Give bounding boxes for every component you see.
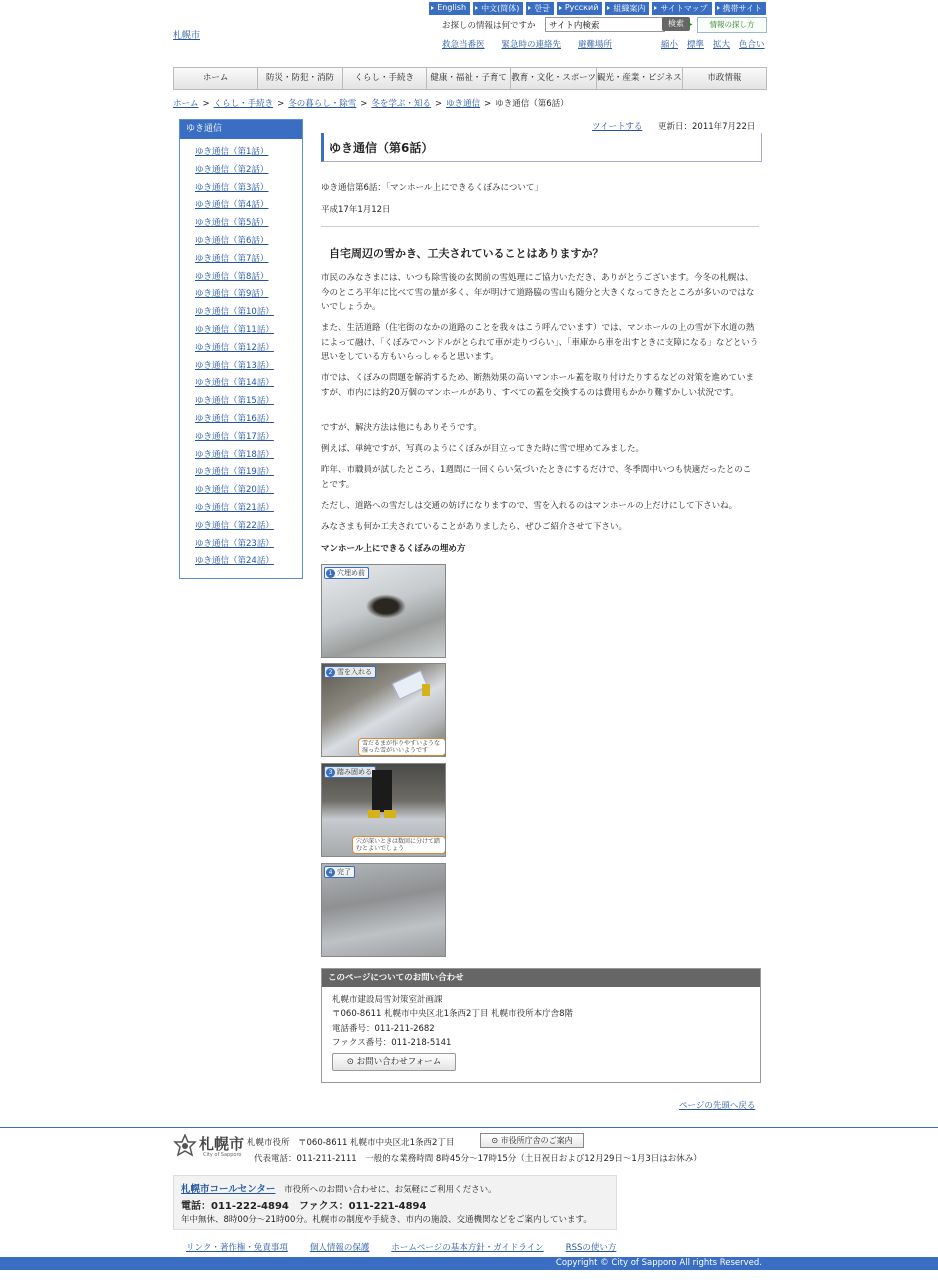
sidebar-item — [195, 554, 302, 572]
sidebar-item-link[interactable]: ゆき通信（第4話） — [195, 200, 269, 211]
sidebar-item-link[interactable]: ゆき通信（第12話） — [195, 342, 274, 353]
sidebar-item-link[interactable]: ゆき通信（第3話） — [195, 182, 269, 193]
contact-fax: ファクス番号：011-218-5141 — [332, 1038, 452, 1048]
boot-icon — [368, 810, 380, 818]
sidebar-item — [195, 216, 302, 234]
photo-step-tag: 3 踏み固める — [324, 766, 376, 778]
sitemap-link[interactable]: サイトマップ — [652, 2, 711, 15]
sidebar-item — [195, 501, 302, 519]
sidebar-item-link[interactable]: ゆき通信（第18話） — [195, 449, 274, 460]
sidebar-item — [195, 252, 302, 270]
city-hall-address: 札幌市役所 〒060-8611 札幌市中央区北1条西2丁目 — [247, 1138, 455, 1148]
evacuation-sites-link[interactable]: 避難場所 — [578, 40, 613, 50]
sidebar-item — [195, 270, 302, 288]
sidebar-item — [195, 483, 302, 501]
search-button[interactable]: 検索 — [662, 17, 690, 31]
sidebar-item-link[interactable]: ゆき通信（第13話） — [195, 360, 274, 371]
breadcrumb-winter[interactable]: 冬の暮らし・除雪 — [288, 99, 357, 109]
contact-dept: 札幌市建設局雪対策室計画課 — [332, 995, 443, 1005]
sidebar-item-link[interactable]: ゆき通信（第7話） — [195, 253, 269, 264]
publish-date: 平成17年1月12日 — [321, 205, 391, 215]
nav-government[interactable]: 市政情報 — [707, 73, 742, 83]
contact-form-button[interactable]: ⊙ お問い合わせフォーム — [332, 1053, 456, 1071]
sidebar-item — [195, 163, 302, 181]
nav-health[interactable]: 健康・福祉・子育て — [427, 68, 511, 89]
photo-completed — [321, 863, 446, 957]
sidebar-item — [195, 341, 302, 359]
photo-stomp — [321, 763, 446, 857]
nav-home[interactable]: ホーム — [174, 68, 258, 89]
lang-korean-link[interactable]: 한글 — [526, 2, 553, 15]
nav-disaster[interactable]: 防災・防犯・消防 — [258, 68, 342, 89]
lang-english-link[interactable]: English — [429, 2, 470, 15]
sidebar-item — [195, 394, 302, 412]
paragraph: また、生活道路（住宅街のなかの道路のことを我々はこう呼んでいます）では、マンホールの上の雪が下水道の熱によって融け、「くぼみでハンドルがとられて車が走りづらい」、「車庫から車を出すときに支障になる」などという思いをしている方もいらっしゃると思います。 — [321, 323, 759, 362]
sidebar-heading[interactable]: ゆき通信 — [180, 120, 302, 139]
sidebar-item — [195, 323, 302, 341]
font-standard-link[interactable]: 標準 — [687, 40, 705, 50]
tweet-link[interactable]: ツイートする — [592, 122, 643, 132]
search-guide-button[interactable]: ▶ 情報の探し方 — [697, 17, 767, 33]
sidebar-item — [195, 234, 302, 252]
sidebar-item — [195, 305, 302, 323]
language-bar — [437, 2, 766, 15]
lang-russian-link[interactable]: Русский — [557, 2, 603, 15]
footer-link-copyright[interactable]: リンク・著作権・免責事項 — [186, 1243, 288, 1253]
sidebar-item — [195, 287, 302, 305]
sidebar-item-link[interactable]: ゆき通信（第17話） — [195, 431, 274, 442]
photo-add-snow — [321, 663, 446, 757]
sidebar-item-link[interactable]: ゆき通信（第20話） — [195, 485, 274, 496]
sidebar-item — [195, 537, 302, 555]
breadcrumb-current: ゆき通信（第6話） — [495, 99, 569, 109]
call-center-link[interactable]: 札幌市コールセンター — [181, 1184, 276, 1195]
color-scheme-link[interactable]: 色合い — [739, 40, 765, 50]
mobile-site-link[interactable]: 携帯サイト — [715, 2, 766, 15]
font-enlarge-link[interactable]: 拡大 — [713, 40, 731, 50]
sidebar-item — [195, 376, 302, 394]
nav-tourism[interactable]: 観光・産業・ビジネス — [597, 68, 683, 89]
sidebar-item-link[interactable]: ゆき通信（第5話） — [195, 218, 269, 229]
sidebar — [179, 119, 303, 579]
sidebar-list — [180, 139, 302, 572]
footer-divider — [0, 1127, 938, 1128]
call-center-phone: 電話：011-222-4894 ファクス：011-221-4894 — [181, 1201, 427, 1212]
boot-icon — [384, 810, 396, 818]
sidebar-item-link[interactable]: ゆき通信（第15話） — [195, 396, 274, 407]
organization-link[interactable]: 組織案内 — [605, 2, 649, 15]
section-heading: 自宅周辺の雪かき、工夫されていることはありますか？ — [329, 247, 604, 260]
boot-icon — [422, 684, 430, 696]
photo-step-tag: 2 雪を入れる — [324, 666, 376, 678]
contact-box — [321, 968, 761, 1083]
photo-step-tag: 1 穴埋め前 — [324, 567, 369, 579]
contact-address: 〒060-8611 札幌市中央区北1条西2丁目 札幌市役所本庁舎8階 — [332, 1009, 574, 1019]
circle-arrow-icon: ⊙ — [491, 1136, 501, 1145]
sidebar-item — [195, 145, 302, 163]
sidebar-item-link[interactable]: ゆき通信（第16話） — [195, 413, 274, 424]
call-center-intro: 札幌市コールセンター 市役所へのお問い合わせに、お気軽にご利用ください。 — [181, 1184, 497, 1195]
footer-logo: 札幌市 City of Sapporo — [173, 1133, 249, 1161]
utility-links — [442, 38, 612, 50]
sidebar-item — [195, 448, 302, 466]
breadcrumb-living[interactable]: くらし・手続き — [213, 99, 274, 109]
sidebar-item-link[interactable]: ゆき通信（第14話） — [195, 378, 274, 389]
sidebar-item — [195, 430, 302, 448]
sidebar-item — [195, 519, 302, 537]
legs — [372, 770, 392, 812]
photo-note: 雪だるまが作りやすいような湿った雪がいいようです — [358, 738, 446, 756]
photo-note: 穴が深いときは数回に分けて踏むとよいでしょう — [352, 836, 446, 854]
footer-link-guidelines[interactable]: ホームページの基本方針・ガイドライン — [391, 1243, 544, 1253]
contact-phone: 電話番号：011-211-2682 — [332, 1024, 435, 1034]
nav-living[interactable]: くらし・手続き — [343, 68, 427, 89]
sidebar-item-link[interactable]: ゆき通信（第22話） — [195, 520, 274, 531]
paragraph: 市民のみなさまには、いつも除雪後の玄関前の雪処理にご協力いただき、ありがとうございます。今冬の札幌は、今のところ平年に比べて雪の量が多く、年が明けて道路脇の雪山も随分と大きくなってきたところが多いのではないでしょうか。 — [321, 273, 755, 312]
sidebar-item-link[interactable]: ゆき通信（第1話） — [195, 147, 269, 157]
sidebar-item-link[interactable]: ゆき通信（第10話） — [195, 307, 274, 318]
intro-text: ゆき通信第6話：「マンホール上にできるくぼみについて」 — [321, 183, 543, 193]
photos-heading: マンホール上にできるくぼみの埋め方 — [321, 544, 466, 554]
search-label: お探しの情報は何ですか — [442, 21, 536, 31]
main-phone-hours: 代表電話：011-211-2111 一般的な業務時間 8時45分～17時15分（土日祝日および12月29日～1月3日はお休み） — [254, 1154, 702, 1164]
photo-step-tag: 4 完了 — [324, 866, 355, 878]
page-title: ゆき通信（第6話） — [329, 141, 434, 155]
search-input[interactable] — [545, 17, 665, 32]
sidebar-item — [195, 359, 302, 377]
paragraph: ただし、道路への雪だしは交通の妨げになりますので、雪を入れるのはマンホールの上だけにして下さいね。 — [321, 501, 738, 511]
contact-heading: このページについてのお問い合わせ — [322, 969, 760, 987]
copyright-bar — [0, 1257, 938, 1270]
sidebar-item-link[interactable]: ゆき通信（第24話） — [195, 556, 274, 567]
sidebar-item — [195, 181, 302, 199]
paragraph: 市では、くぼみの問題を解消するため、断熱効果の高いマンホール蓋を取り付けたりするなどの対策を進めていますが、市内には約20万個のマンホールがあり、すべての蓋を交換するのは費用もかかり難ずかしい状況です。 — [321, 373, 754, 398]
call-center-hours: 年中無休、8時00分～21時00分。札幌市の制度や手続き、市内の施設、交通機関などをご案内しています。 — [181, 1215, 592, 1225]
copyright-text: Copyright © City of Sapporo All rights Reserved. — [555, 1258, 762, 1268]
call-center-box — [173, 1175, 617, 1230]
sidebar-item-link[interactable]: ゆき通信（第19話） — [195, 467, 274, 478]
sidebar-item-link[interactable]: ゆき通信（第6話） — [195, 235, 269, 246]
circle-arrow-icon: ⊙ — [346, 1057, 357, 1067]
sidebar-item-link[interactable]: ゆき通信（第2話） — [195, 164, 269, 175]
sidebar-item — [195, 412, 302, 430]
updated-date: 更新日：2011年7月22日 — [658, 122, 756, 132]
breadcrumb: ホーム > くらし・手続き > 冬の暮らし・除雪 > 冬を学ぶ・知る > ゆき通信 > ゆき通信（第6話） — [173, 99, 569, 109]
sidebar-item-link[interactable]: ゆき通信（第11話） — [195, 324, 274, 335]
font-shrink-link[interactable]: 縮小 — [661, 40, 679, 50]
site-logo-link[interactable]: 札幌市 — [173, 31, 201, 41]
sidebar-item — [195, 198, 302, 216]
sidebar-item-link[interactable]: ゆき通信（第23話） — [195, 538, 274, 549]
paragraph: ですが、解決方法は他にもありそうです。 — [321, 423, 482, 433]
paragraph: 昨年、市職員が試したところ、1週間に一回くらい気づいたときにするだけで、冬季間中いつも快適だったとのことです。 — [321, 465, 752, 490]
paragraph: みなさまも何か工夫されていることがありましたら、ぜひご紹介させて下さい。 — [321, 522, 628, 532]
text-size-links — [661, 38, 765, 50]
footer-link-rss[interactable]: RSSの使い方 — [565, 1243, 617, 1253]
sapporo-emblem-icon — [173, 1134, 197, 1158]
emergency-doctor-link[interactable]: 救急当番医 — [442, 40, 485, 50]
breadcrumb-home[interactable]: ホーム — [173, 99, 199, 109]
sidebar-item-link[interactable]: ゆき通信（第8話） — [195, 271, 269, 282]
city-hall-guide-button[interactable]: ⊙ 市役所庁舎のご案内 — [480, 1133, 584, 1148]
breadcrumb-yuki-tsushin[interactable]: ゆき通信 — [446, 99, 481, 109]
footer-links — [186, 1241, 616, 1253]
emergency-contacts-link[interactable]: 緊急時の連絡先 — [501, 40, 562, 50]
nav-education[interactable]: 教育・文化・スポーツ — [511, 68, 597, 89]
breadcrumb-learn-winter[interactable]: 冬を学ぶ・知る — [371, 99, 431, 109]
photo-before-fill — [321, 564, 446, 658]
divider — [321, 226, 759, 227]
sidebar-item — [195, 465, 302, 483]
page-top-link[interactable]: ページの先頭へ戻る — [679, 1101, 756, 1111]
sidebar-item-link[interactable]: ゆき通信（第21話） — [195, 502, 274, 513]
footer-link-privacy[interactable]: 個人情報の保護 — [309, 1243, 370, 1253]
sidebar-item-link[interactable]: ゆき通信（第9話） — [195, 289, 269, 300]
paragraph: 例えば、単純ですが、写真のようにくぼみが目立ってきた時に雪で埋めてみました。 — [321, 444, 645, 454]
lang-chinese-link[interactable]: 中文(简体) — [473, 2, 523, 15]
global-nav — [173, 67, 767, 90]
